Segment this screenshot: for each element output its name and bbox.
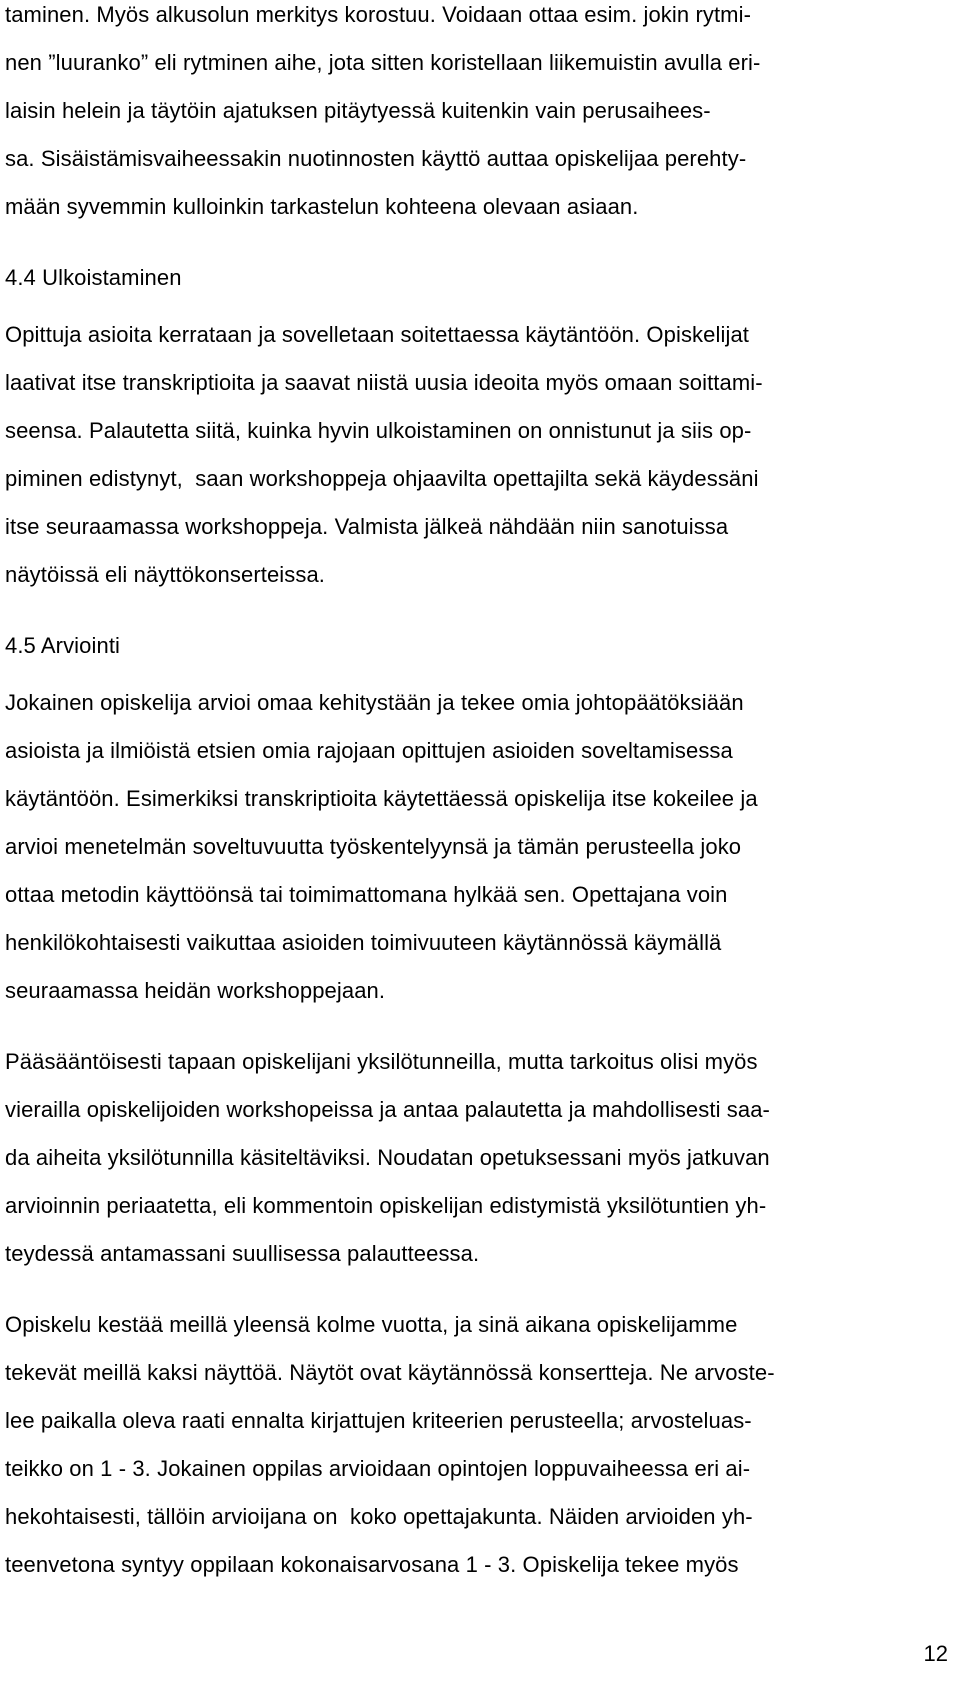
page-number: 12 bbox=[923, 1641, 948, 1666]
text-line: arvioi menetelmän soveltuvuutta työskentelyynsä ja tämän perusteella joko bbox=[5, 834, 742, 859]
text-line: Opiskelu kestää meillä yleensä kolme vuotta, ja sinä aikana opiskelijamme bbox=[5, 1312, 738, 1337]
text-line: käytäntöön. Esimerkiksi transkriptioita käytettäessä opiskelija itse kokeilee ja bbox=[5, 786, 758, 811]
text-line: arvioinnin periaatetta, eli kommentoin opiskelijan edistymistä yksilötuntien yh- bbox=[5, 1193, 767, 1218]
text-line: laisin helein ja täytöin ajatuksen pitäytyessä kuitenkin vain perusaihees- bbox=[5, 98, 711, 123]
text-line: Jokainen opiskelija arvioi omaa kehitystään ja tekee omia johtopäätöksiään bbox=[5, 690, 744, 715]
text-line: laativat itse transkriptioita ja saavat niistä uusia ideoita myös omaan soittami- bbox=[5, 370, 763, 395]
text-line: taminen. Myös alkusolun merkitys korostuu. Voidaan ottaa esim. jokin rytmi- bbox=[5, 2, 752, 27]
text-line: piminen edistynyt, saan workshoppeja ohjaavilta opettajilta sekä käydessäni bbox=[5, 466, 759, 491]
text-line: Pääsääntöisesti tapaan opiskelijani yksilötunneilla, mutta tarkoitus olisi myös bbox=[5, 1049, 758, 1074]
text-line: tekevät meillä kaksi näyttöä. Näytöt ovat käytännössä konsertteja. Ne arvoste- bbox=[5, 1360, 775, 1385]
section-heading-4-4: 4.4 Ulkoistaminen bbox=[5, 265, 182, 290]
text-line: mään syvemmin kulloinkin tarkastelun kohteena olevaan asiaan. bbox=[5, 194, 639, 219]
text-line: itse seuraamassa workshoppeja. Valmista jälkeä nähdään niin sanotuissa bbox=[5, 514, 729, 539]
text-line: Opittuja asioita kerrataan ja sovelletaan soitettaessa käytäntöön. Opiskelijat bbox=[5, 322, 749, 347]
text-line: teenvetona syntyy oppilaan kokonaisarvosana 1 - 3. Opiskelija tekee myös bbox=[5, 1552, 739, 1577]
text-line: sa. Sisäistämisvaiheessakin nuotinnosten käyttö auttaa opiskelijaa perehty- bbox=[5, 146, 747, 171]
text-line: lee paikalla oleva raati ennalta kirjattujen kriteerien perusteella; arvosteluas- bbox=[5, 1408, 752, 1433]
text-line: näytöissä eli näyttökonserteissa. bbox=[5, 562, 326, 587]
text-line: asioista ja ilmiöistä etsien omia rajojaan opittujen asioiden soveltamisessa bbox=[5, 738, 733, 763]
section-heading-4-5: 4.5 Arviointi bbox=[5, 633, 121, 658]
text-line: hekohtaisesti, tällöin arvioijana on koko opettajakunta. Näiden arvioiden yh- bbox=[5, 1504, 753, 1529]
text-line: vierailla opiskelijoiden workshopeissa ja antaa palautetta ja mahdollisesti saa- bbox=[5, 1097, 770, 1122]
text-line: nen ”luuranko” eli rytminen aihe, jota sitten koristellaan liikemuistin avulla eri- bbox=[5, 50, 761, 75]
text-line: seensa. Palautetta siitä, kuinka hyvin ulkoistaminen on onnistunut ja siis op- bbox=[5, 418, 752, 443]
text-line: seuraamassa heidän workshoppejaan. bbox=[5, 978, 386, 1003]
text-line: teikko on 1 - 3. Jokainen oppilas arvioidaan opintojen loppuvaiheessa eri ai- bbox=[5, 1456, 751, 1481]
text-line: teydessä antamassani suullisessa palautteessa. bbox=[5, 1241, 480, 1266]
text-line: ottaa metodin käyttöönsä tai toimimattomana hylkää sen. Opettajana voin bbox=[5, 882, 728, 907]
text-line: henkilökohtaisesti vaikuttaa asioiden toimivuuteen käytännössä käymällä bbox=[5, 930, 722, 955]
text-line: da aiheita yksilötunnilla käsiteltäviksi. Noudatan opetuksessani myös jatkuvan bbox=[5, 1145, 770, 1170]
